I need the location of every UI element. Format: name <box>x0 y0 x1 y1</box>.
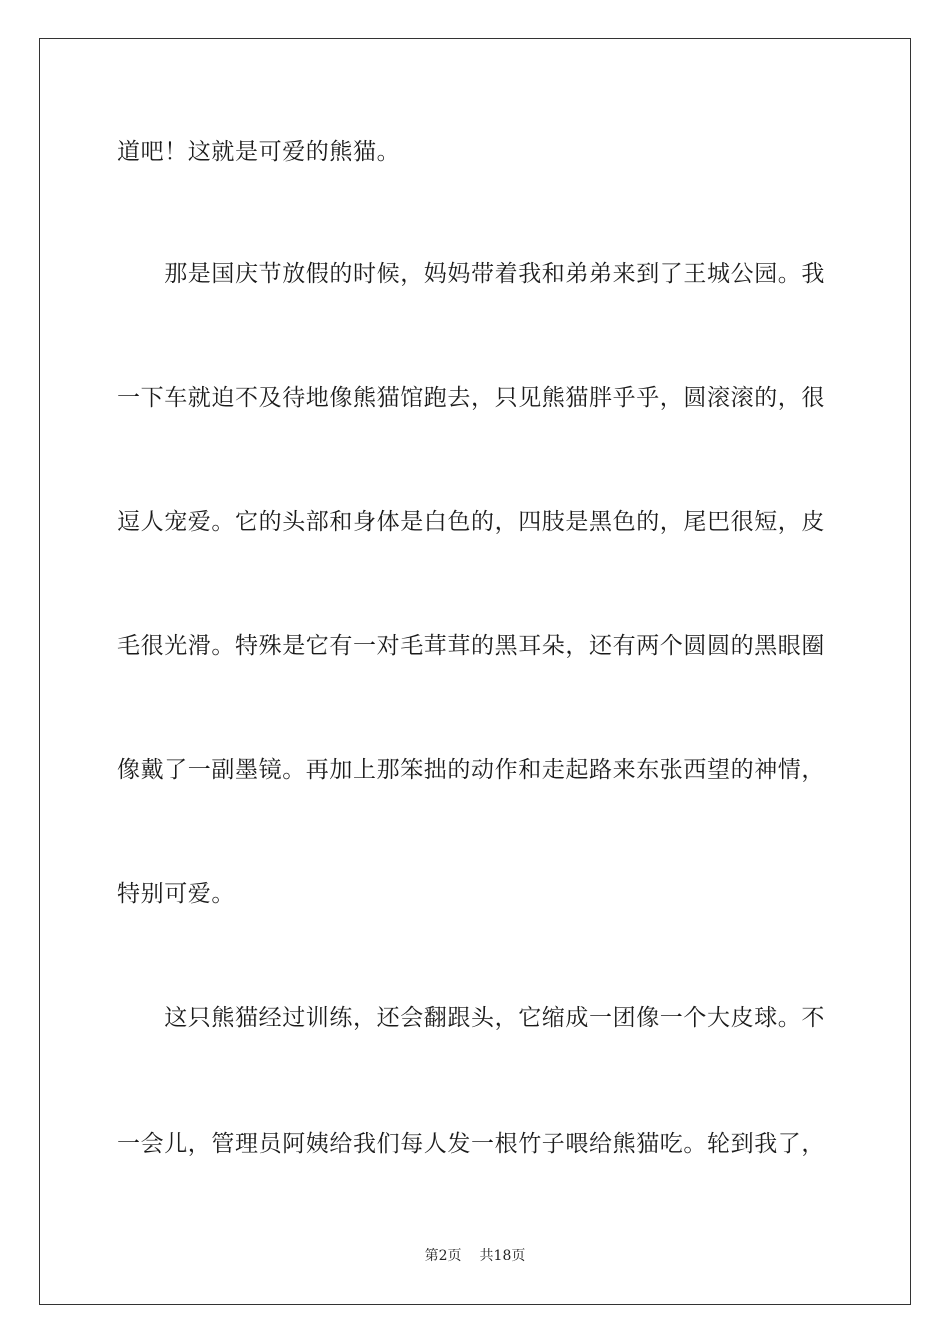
text-line-3: 一下车就迫不及待地像熊猫馆跑去，只见熊猫胖乎乎，圆滚滚的，很 <box>117 385 825 411</box>
text-line-4: 逗人宠爱。它的头部和身体是白色的，四肢是黑色的，尾巴很短，皮 <box>117 509 825 535</box>
page-footer <box>0 1247 950 1265</box>
text-line-7: 特别可爱。 <box>117 881 235 907</box>
text-line-6: 像戴了一副墨镜。再加上那笨拙的动作和走起路来东张西望的神情， <box>117 757 825 783</box>
page-total: 共18页 <box>479 1248 526 1264</box>
page-number: 第2页 <box>424 1248 462 1264</box>
page-border <box>39 38 911 1305</box>
text-line-9: 一会儿，管理员阿姨给我们每人发一根竹子喂给熊猫吃。轮到我了， <box>117 1131 825 1157</box>
text-line-2: 那是国庆节放假的时候，妈妈带着我和弟弟来到了王城公园。我 <box>117 261 825 287</box>
text-line-1: 道吧！这就是可爱的熊猫。 <box>117 139 401 165</box>
text-line-5: 毛很光滑。特殊是它有一对毛茸茸的黑耳朵，还有两个圆圆的黑眼圈 <box>117 633 825 659</box>
text-line-8: 这只熊猫经过训练，还会翻跟头，它缩成一团像一个大皮球。不 <box>117 1005 825 1031</box>
